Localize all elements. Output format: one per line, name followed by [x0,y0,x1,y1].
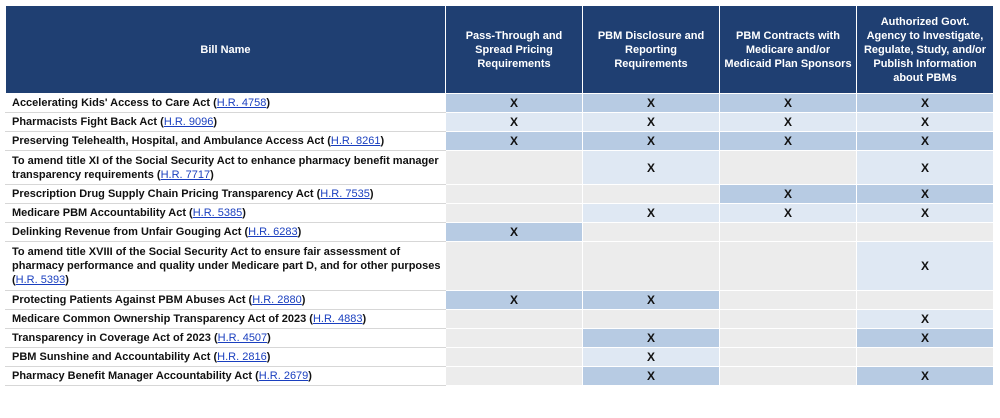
mark-cell-contracts [720,223,857,242]
mark-cell-disclosure [583,151,720,185]
bill-number-link[interactable]: H.R. 8261 [330,135,381,147]
mark-cell-disclosure [583,329,720,348]
mark-cell-disclosure [583,223,720,242]
x-mark-icon: X [646,160,655,175]
x-mark-icon: X [509,293,518,307]
bill-name-cell: Transparency in Coverage Act of 2023 (H.R. 4507) [6,329,446,348]
x-mark-icon: X [920,134,929,148]
mark-cell-contracts [720,113,857,132]
table-body [6,94,994,386]
table-row [6,204,994,223]
mark-cell-passthrough [446,204,583,223]
bill-name-cell: Prescription Drug Supply Chain Pricing Transparency Act (H.R. 7535) [6,185,446,204]
bill-number-link[interactable]: H.R. 4758 [216,97,267,109]
mark-cell-passthrough [446,94,583,113]
bill-name-cell: Pharmacy Benefit Manager Accountability Act (H.R. 2679) [6,367,446,386]
mark-cell-contracts [720,310,857,329]
bill-number-link[interactable]: H.R. 2679 [258,370,309,382]
mark-cell-disclosure [583,348,720,367]
x-mark-icon: X [920,331,929,345]
bill-name-cell: Medicare PBM Accountability Act (H.R. 5385) [6,204,446,223]
mark-cell-passthrough [446,132,583,151]
bill-number-link[interactable]: H.R. 7717 [160,168,211,181]
bill-name-cell: Accelerating Kids' Access to Care Act (H.R. 4758) [6,94,446,113]
mark-cell-passthrough [446,291,583,310]
mark-cell-contracts [720,151,857,185]
mark-cell-contracts [720,367,857,386]
table-row [6,367,994,386]
x-mark-icon: X [783,96,792,110]
bill-name-cell: Medicare Common Ownership Transparency Act of 2023 (H.R. 4883) [6,310,446,329]
bill-number-link[interactable]: H.R. 4507 [217,332,268,344]
table-row [6,113,994,132]
bill-number-link[interactable]: H.R. 6283 [248,226,298,238]
mark-cell-contracts [720,329,857,348]
bill-name-cell: PBM Sunshine and Accountability Act (H.R. 2816) [6,348,446,367]
x-mark-icon: X [509,225,518,239]
mark-cell-passthrough [446,310,583,329]
x-mark-icon: X [646,206,655,220]
bill-title: Protecting Patients Against PBM Abuses Act [12,294,246,306]
x-mark-icon: X [920,369,929,383]
x-mark-icon: X [920,259,929,273]
mark-cell-disclosure [583,204,720,223]
bill-title: Medicare PBM Accountability Act [12,207,186,219]
mark-cell-disclosure [583,242,720,291]
x-mark-icon: X [920,115,929,129]
x-mark-icon: X [646,350,655,364]
bill-name-cell: To amend title XI of the Social Security Act to enhance pharmacy benefit manager transparency requirements (H.R. 7717) [6,151,446,185]
mark-cell-authorized [857,185,994,204]
bill-number-link[interactable]: H.R. 5385 [192,207,243,219]
header-passthrough: Pass-Through and Spread Pricing Requirements [446,6,583,94]
x-mark-icon: X [646,369,655,383]
bill-title: To amend title XI of the Social Security Act to enhance pharmacy benefit manager transparency requirements [12,154,439,181]
table-row [6,185,994,204]
table-row [6,94,994,113]
table-row [6,291,994,310]
mark-cell-disclosure [583,310,720,329]
x-mark-icon: X [783,115,792,129]
mark-cell-authorized [857,151,994,185]
mark-cell-disclosure [583,132,720,151]
mark-cell-passthrough [446,113,583,132]
mark-cell-passthrough [446,329,583,348]
mark-cell-passthrough [446,185,583,204]
x-mark-icon: X [646,96,655,110]
table-row [6,329,994,348]
mark-cell-authorized [857,291,994,310]
mark-cell-authorized [857,348,994,367]
pbm-bills-table [5,5,994,386]
table-row [6,242,994,291]
x-mark-icon: X [509,134,518,148]
table-row [6,310,994,329]
mark-cell-disclosure [583,291,720,310]
mark-cell-contracts [720,348,857,367]
x-mark-icon: X [783,187,792,201]
x-mark-icon: X [509,96,518,110]
mark-cell-passthrough [446,367,583,386]
mark-cell-authorized [857,132,994,151]
header-contracts: PBM Contracts with Medicare and/or Medicaid Plan Sponsors [720,6,857,94]
table-row [6,223,994,242]
mark-cell-contracts [720,132,857,151]
mark-cell-disclosure [583,185,720,204]
header-bill-name: Bill Name [6,6,446,94]
bill-name-cell: Preserving Telehealth, Hospital, and Ambulance Access Act (H.R. 8261) [6,132,446,151]
bill-number-link[interactable]: H.R. 2880 [252,294,302,306]
x-mark-icon: X [646,331,655,345]
bill-number-link[interactable]: H.R. 5393 [15,274,66,286]
mark-cell-disclosure [583,113,720,132]
mark-cell-authorized [857,113,994,132]
bill-name-cell: To amend title XVIII of the Social Security Act to ensure fair assessment of pharmacy performance and quality under Medicare part D, and for other purposes (H.R. 5393) [6,242,446,291]
bill-title: To amend title XVIII of the Social Security Act to ensure fair assessment of pharmacy performance and quality under Medicare part D, and for other purposes [12,246,441,272]
x-mark-icon: X [920,160,929,175]
mark-cell-passthrough [446,151,583,185]
x-mark-icon: X [920,206,929,220]
bill-number-link[interactable]: H.R. 9096 [163,116,214,128]
bill-title: Delinking Revenue from Unfair Gouging Act [12,226,242,238]
x-mark-icon: X [783,206,792,220]
x-mark-icon: X [920,96,929,110]
x-mark-icon: X [920,187,929,201]
bill-number-link[interactable]: H.R. 2816 [217,351,267,363]
mark-cell-passthrough [446,242,583,291]
header-disclosure: PBM Disclosure and Reporting Requirements [583,6,720,94]
mark-cell-authorized [857,223,994,242]
bill-title: Pharmacy Benefit Manager Accountability Act [12,370,253,382]
mark-cell-authorized [857,204,994,223]
mark-cell-contracts [720,94,857,113]
x-mark-icon: X [646,293,655,307]
mark-cell-passthrough [446,348,583,367]
mark-cell-authorized [857,242,994,291]
x-mark-icon: X [509,115,518,129]
mark-cell-authorized [857,94,994,113]
bill-title: Pharmacists Fight Back Act [12,116,158,128]
mark-cell-passthrough [446,223,583,242]
bill-title: Preserving Telehealth, Hospital, and Ambulance Access Act [12,135,325,147]
x-mark-icon: X [646,115,655,129]
header-authorized-agency: Authorized Govt. Agency to Investigate, Regulate, Study, and/or Publish Information about PBMs [857,6,994,94]
mark-cell-contracts [720,291,857,310]
mark-cell-disclosure [583,94,720,113]
bill-name-cell: Pharmacists Fight Back Act (H.R. 9096) [6,113,446,132]
bill-title: PBM Sunshine and Accountability Act [12,351,211,363]
x-mark-icon: X [646,134,655,148]
bill-title: Transparency in Coverage Act of 2023 [12,332,211,344]
bill-name-cell: Delinking Revenue from Unfair Gouging Act (H.R. 6283) [6,223,446,242]
mark-cell-authorized [857,367,994,386]
bill-number-link[interactable]: H.R. 7535 [320,188,370,200]
mark-cell-authorized [857,329,994,348]
mark-cell-authorized [857,310,994,329]
mark-cell-disclosure [583,367,720,386]
x-mark-icon: X [920,312,929,326]
mark-cell-contracts [720,185,857,204]
bill-title: Medicare Common Ownership Transparency Act of 2023 [12,313,307,325]
table-row [6,348,994,367]
bill-number-link[interactable]: H.R. 4883 [312,313,363,325]
bill-title: Accelerating Kids' Access to Care Act [12,97,211,109]
x-mark-icon: X [783,134,792,148]
mark-cell-contracts [720,242,857,291]
table-row [6,132,994,151]
mark-cell-contracts [720,204,857,223]
bill-name-cell: Protecting Patients Against PBM Abuses Act (H.R. 2880) [6,291,446,310]
bill-title: Prescription Drug Supply Chain Pricing Transparency Act [12,188,314,200]
table-row [6,151,994,185]
header-row [6,6,994,94]
